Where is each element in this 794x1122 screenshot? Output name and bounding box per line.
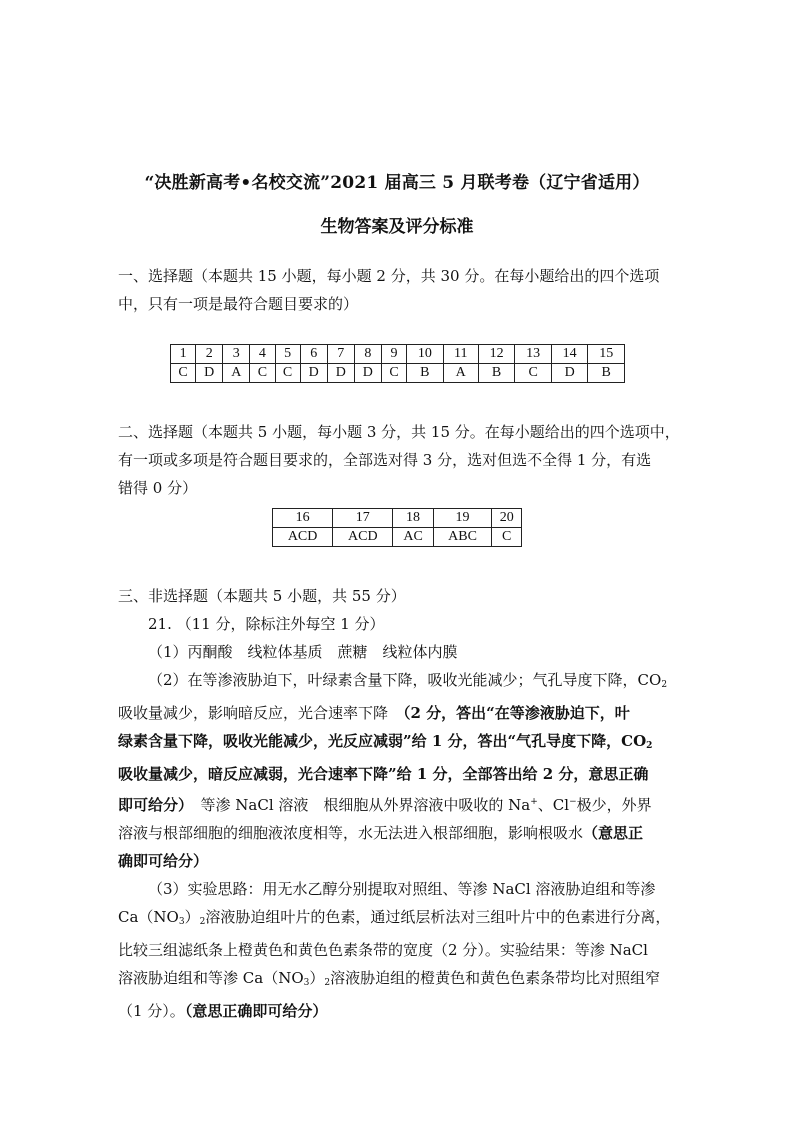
q-number: 8 [354,345,381,364]
q-number: 18 [393,509,433,528]
q-number: 1 [171,345,196,364]
q21-part1: （1）丙酮酸 线粒体基质 蔗糖 线粒体内膜 [148,643,458,661]
section2-line-2: 有一项或多项是符合题目要求的，全部选对得 3 分，选对但选不全得 1 分，有选 [118,451,652,469]
scoring-note: 绿素含量下降，吸收光能减少，光反应减弱”给 1 分，答出“气孔导度下降，CO [118,732,647,750]
q21-part2-line5 [118,788,678,819]
q21-part3-line2 [118,903,678,936]
q-answer: C [275,364,300,383]
q-number: 5 [275,345,300,364]
text-span: （1 分）。 [118,1002,185,1020]
section2-answer-table [272,508,522,547]
subscript: 2 [324,978,331,988]
q-answer: ACD [273,528,333,547]
q-answer: C [171,364,196,383]
q-number: 16 [273,509,333,528]
q-answer: C [492,528,522,547]
scoring-note: （意思正 [583,824,644,842]
text-span: Ca（NO [118,908,179,926]
text-span: ） [184,908,200,926]
q-answer: C [381,364,406,383]
q-number: 20 [492,509,522,528]
q-answer: ACD [333,528,393,547]
q21-part2-line2 [118,699,678,727]
q21-heading: 21. （11 分，除标注外每空 1 分） [148,615,385,633]
q-number: 9 [381,345,406,364]
q-number: 13 [515,345,552,364]
scoring-note: （意思正确即可给分） [184,1002,328,1020]
q21-part3-line5 [118,997,678,1025]
q-number: 15 [588,345,625,364]
q-number: 17 [333,509,393,528]
q-answer: D [300,364,327,383]
text-span: 溶液胁迫组叶片的色素，通过纸层析法对三组叶片中的色素进行分离， [205,908,671,926]
document-title: “决胜新高考•名校交流”2021 届高三 5 月联考卷（辽宁省适用） [144,173,650,193]
section1-line-1: 一、选择题（本题共 15 小题，每小题 2 分，共 30 分。在每小题给出的四个选项 [118,267,660,285]
superscript: + [530,797,538,807]
q-answer: B [407,364,444,383]
subscript: 2 [199,917,206,927]
q-number: 10 [407,345,444,364]
q-number: 7 [327,345,354,364]
scoring-note: 即可给分） [118,796,186,814]
document-subtitle: 生物答案及评分标准 [320,217,474,237]
q-number: 2 [196,345,223,364]
section2-line-1: 二、选择题（本题共 5 小题，每小题 3 分，共 15 分。在每小题给出的四个选项中， [118,423,680,441]
section2-line-3: 错得 0 分） [118,479,198,497]
q21-part3-line1: （3）实验思路：用无水乙醇分别提取对照组、等渗 NaCl 溶液胁迫组和等渗 [148,880,656,898]
q-number: 4 [250,345,275,364]
q-number: 3 [223,345,250,364]
q-answer: D [551,364,588,383]
q-number: 19 [433,509,492,528]
q-answer: A [223,364,250,383]
q-answer: D [196,364,223,383]
subscript: 3 [178,917,185,927]
superscript: − [569,797,577,807]
q-answer: B [478,364,515,383]
q21-part2-line6 [118,819,678,847]
q-number: 14 [551,345,588,364]
subscript: 2 [646,741,653,751]
section2-instructions [118,418,678,502]
q-answer: C [515,364,552,383]
q-answer: AC [393,528,433,547]
section1-answer-table [170,344,625,383]
text-span: 极少，外界 [576,796,652,814]
q-number: 12 [478,345,515,364]
section1-line-2: 中，只有一项是最符合题目要求的） [118,295,359,313]
q-number: 11 [443,345,478,364]
text-span: 溶液胁迫组的橙黄色和黄色色素条带均比对照组窄 [330,969,661,987]
subscript: 3 [303,978,310,988]
q21-part3-line3: 比较三组滤纸条上橙黄色和黄色色素条带的宽度（2 分）。实验结果：等渗 NaCl [118,941,648,959]
q21-part2-line1 [118,666,678,699]
section1-instructions [118,262,678,318]
text-span: （2）在等渗液胁迫下，叶绿素含量下降，吸收光能减少；气孔导度下降，CO [148,671,662,689]
q21-part2-line7: 确即可给分） [118,852,209,870]
q21-part3-line4 [118,964,678,997]
q-answer: D [327,364,354,383]
text-span: 溶液与根部细胞的细胞液浓度相等，水无法进入根部细胞，影响根吸水 [118,824,584,842]
section2-number-row [273,509,522,528]
text-span: 吸收量减少，影响暗反应，光合速率下降 [118,704,404,722]
q-answer: A [443,364,478,383]
q21-part2-line4: 吸收量减少，暗反应减弱，光合速率下降”给 1 分，全部答出给 2 分，意思正确 [118,765,649,783]
q-answer: D [354,364,381,383]
q-answer: C [250,364,275,383]
section2-answer-row [273,528,522,547]
scoring-note: （2 分，答出“在等渗液胁迫下，叶 [403,704,630,722]
q21-part2-line3 [118,727,678,760]
text-span: 等渗 NaCl 溶液 根细胞从外界溶液中吸收的 Na [185,796,531,814]
section1-answer-row [171,364,625,383]
section3-content [118,582,678,1025]
text-span: ） [309,969,325,987]
q-number: 6 [300,345,327,364]
q-answer: B [588,364,625,383]
q-answer: ABC [433,528,492,547]
subscript: 2 [661,680,668,690]
text-span: 、Cl [537,796,570,814]
section3-heading: 三、非选择题（本题共 5 小题，共 55 分） [118,587,406,605]
text-span: 溶液胁迫组和等渗 Ca（NO [118,969,304,987]
section1-number-row [171,345,625,364]
